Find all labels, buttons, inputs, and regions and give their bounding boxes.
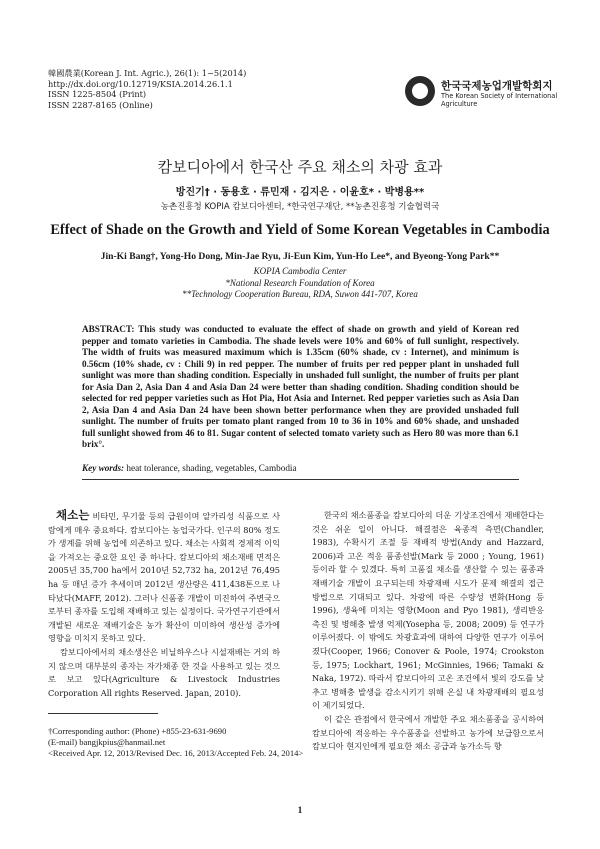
society-emblem-icon	[405, 76, 435, 106]
received-dates: <Received Apr. 12, 2013/Revised Dec. 16, 2013/Accepted Feb. 24, 2014>	[48, 748, 304, 758]
abstract	[82, 324, 519, 451]
body-column-right	[312, 509, 544, 754]
issn-online: ISSN 2287-8165 (Online)	[48, 99, 153, 110]
doi-link[interactable]: http://dx.doi.org/10.12719/KSIA.2014.26.1.1	[48, 78, 233, 89]
keywords-text: heat tolerance, shading, vegetables, Cambodia	[126, 463, 297, 473]
title-korean: 캄보디아에서 한국산 주요 채소의 차광 효과	[157, 158, 443, 176]
journal-citation: 韓國農業(Korean J. Int. Agric.), 26(1): 1~5(2014)	[48, 68, 247, 78]
journal-header	[48, 68, 246, 110]
affiliation-rda: **Technology Cooperation Bureau, RDA, Suwon 441-707, Korea	[182, 289, 418, 300]
author-email[interactable]: (E-mail) bangjkpius@hanmail.net	[48, 737, 166, 747]
page-number: 1	[297, 806, 303, 816]
keywords	[82, 463, 519, 473]
abstract-label: ABSTRACT:	[82, 324, 135, 334]
paragraph-intro	[48, 509, 280, 646]
corresponding-author: †Corresponding author: (Phone) +855-23-631-9690	[48, 726, 227, 736]
lead-word: 채소는	[56, 508, 90, 522]
society-name-en: The Korean Society of International Agriculture	[441, 92, 558, 108]
footnote	[48, 726, 304, 759]
abstract-divider	[82, 479, 519, 480]
affiliation-nrf: *National Research Foundation of Korea	[225, 277, 375, 288]
paragraph-objective: 이 같은 관점에서 한국에서 개발한 주요 채소품종을 공시하여 캄보디아에 적응하는 우수품종을 선발하고 농가에 보급함으로서 캄보디아 현지인에게 필요한 채소 공급과 농가소득 향	[312, 713, 544, 752]
keywords-label: Key words:	[82, 463, 125, 473]
paragraph-production: 캄보디아에서의 채소생산은 비닐하우스나 시설재배는 거의 하지 않으며 대부분의 종자는 자가채종 한 것을 사용하고 있는 것으로 보고 있다(Agriculture & Livestock Industries Corporation All rights Reserved. Japan, 2010).	[48, 646, 280, 698]
affiliations-english	[0, 266, 600, 301]
paragraph-shading-research: 한국의 채소품종을 캄보디아의 더운 기상조건에서 재배한다는 것은 쉬운 일이 아니다. 해결점은 육종적 측면(Chandler, 1983), 수확시기 조절 등 재배적 방법(Andy and Hazzard, 2006)과 고온 적응 품종선발(Mark 등 2000 ; Young, 1961) 등이라 할 수 있겠다. 특히 고품질 채소를 생산할 수 있는 품종과 재배기술 개발이 요구되는데 차광재배 시도가 문제 해결의 접근 방법으로 기대되고 있다. 차광에 따른 수량성 변화(Hong 등 1996), 생육에 미치는 영향(Moon and Pyo 1981), 생리반응 촉진 및 병해충 발생 억제(Yosepha 등, 2008; 2009) 등 연구가 이루어졌다. 이 밖에도 차광효과에 대하여 다양한 연구가 이루어졌다(Cooper, 1966; Conover & Poole, 1974; Crookston 등, 1975; Lockhart, 1961; McGinnies, 1966; Tamaki & Naka, 1972). 따라서 캄보디아의 고온 조건에서 빛의 강도를 낮추고 병해충 발생을 감소시키기 위해 온실 내 차광재배의 필요성이 제기되었다.	[312, 510, 544, 711]
issn-print: ISSN 1225-8504 (Print)	[48, 89, 147, 100]
title-english: Effect of Shade on the Growth and Yield of Some Korean Vegetables in Cambodia	[50, 222, 550, 238]
body-column-left	[48, 509, 280, 700]
society-name-ko: 한국국제농업개발학회지	[441, 80, 553, 92]
affiliations-korean: 농촌진흥청 KOPIA 캄보디아센터, *한국연구재단, **농촌진흥청 기술협력국	[160, 202, 440, 212]
paragraph-intro-text: 비타민, 무기물 등의 급원이며 알카리성 식품으로 사람에게 매우 중요하다. 캄보디아는 농업국가다. 인구의 80% 정도가 생계를 위해 농업에 의존하고 있다. 채소는 사회적 경제적 이익을 가져오는 중요한 요인 중 하나다. 캄보디아의 채소재배 면적은 2005년 35,700 ha에서 2010년 52,732 ha, 2012년 76,495 ha 등 매년 증가 추세이며 2012년 생산량은 411,438톤으로 나타났다(MAFF, 2012). 그러나 신품종 개발이 미진하여 주변국으로부터 종자를 도입해 재배하고 있는 실정이다. 국가연구기관에서 개발된 새로운 재배기술은 농가 확산이 미미하여 생산성 증가에 영향을 미치지 못하고 있다.	[48, 511, 280, 644]
society-logo	[405, 76, 558, 110]
authors-english: Jin-Ki Bang†, Yong-Ho Dong, Min-Jae Ryu, Ji-Eun Kim, Yun-Ho Lee*, and Byeong-Yong Park**	[100, 251, 500, 262]
authors-korean: 방진기† · 동용호 · 류민재 · 김지은 · 이윤호* · 박병용**	[175, 187, 425, 198]
footnote-divider	[48, 713, 158, 714]
affiliation-kopia: KOPIA Cambodia Center	[253, 266, 347, 276]
abstract-text: This study was conducted to evaluate the effect of shade on growth and yield of Korean red pepper and tomato varieties in Cambodia. The shade levels were 10% and 60% of full sunlight, respectively. The width of fruits was measured maximum which is 1.35cm (60% shade, cv : Internet), and minimum is 0.56cm (10% shade, cv : Chili 9) in red pepper. The number of fruits per red pepper plant in unshaded full sunlight was more than shading condition. Especially in unshaded full sunlight, the number of fruits per plant for Asia Dan 2, Asia Dan 4 and Asia Dan 24 were better than shading condition. Shading condition should be selected for red pepper varieties such as Hot Pia, Hot Asia and Internet. Red pepper varieties such as Asia Dan 2, Asia Dan 4 and Asia Dan 24 have been shown better performance when they are provided unshaded full sunlight. The number of fruits per tomato plant ranged from 10 to 36 in 10% and 60% shade, and unshaded full sunlight showed from 46 to 81. Sugar content of selected tomato variety such as Hero 80 was more than 6.1 brix°.	[82, 324, 519, 449]
